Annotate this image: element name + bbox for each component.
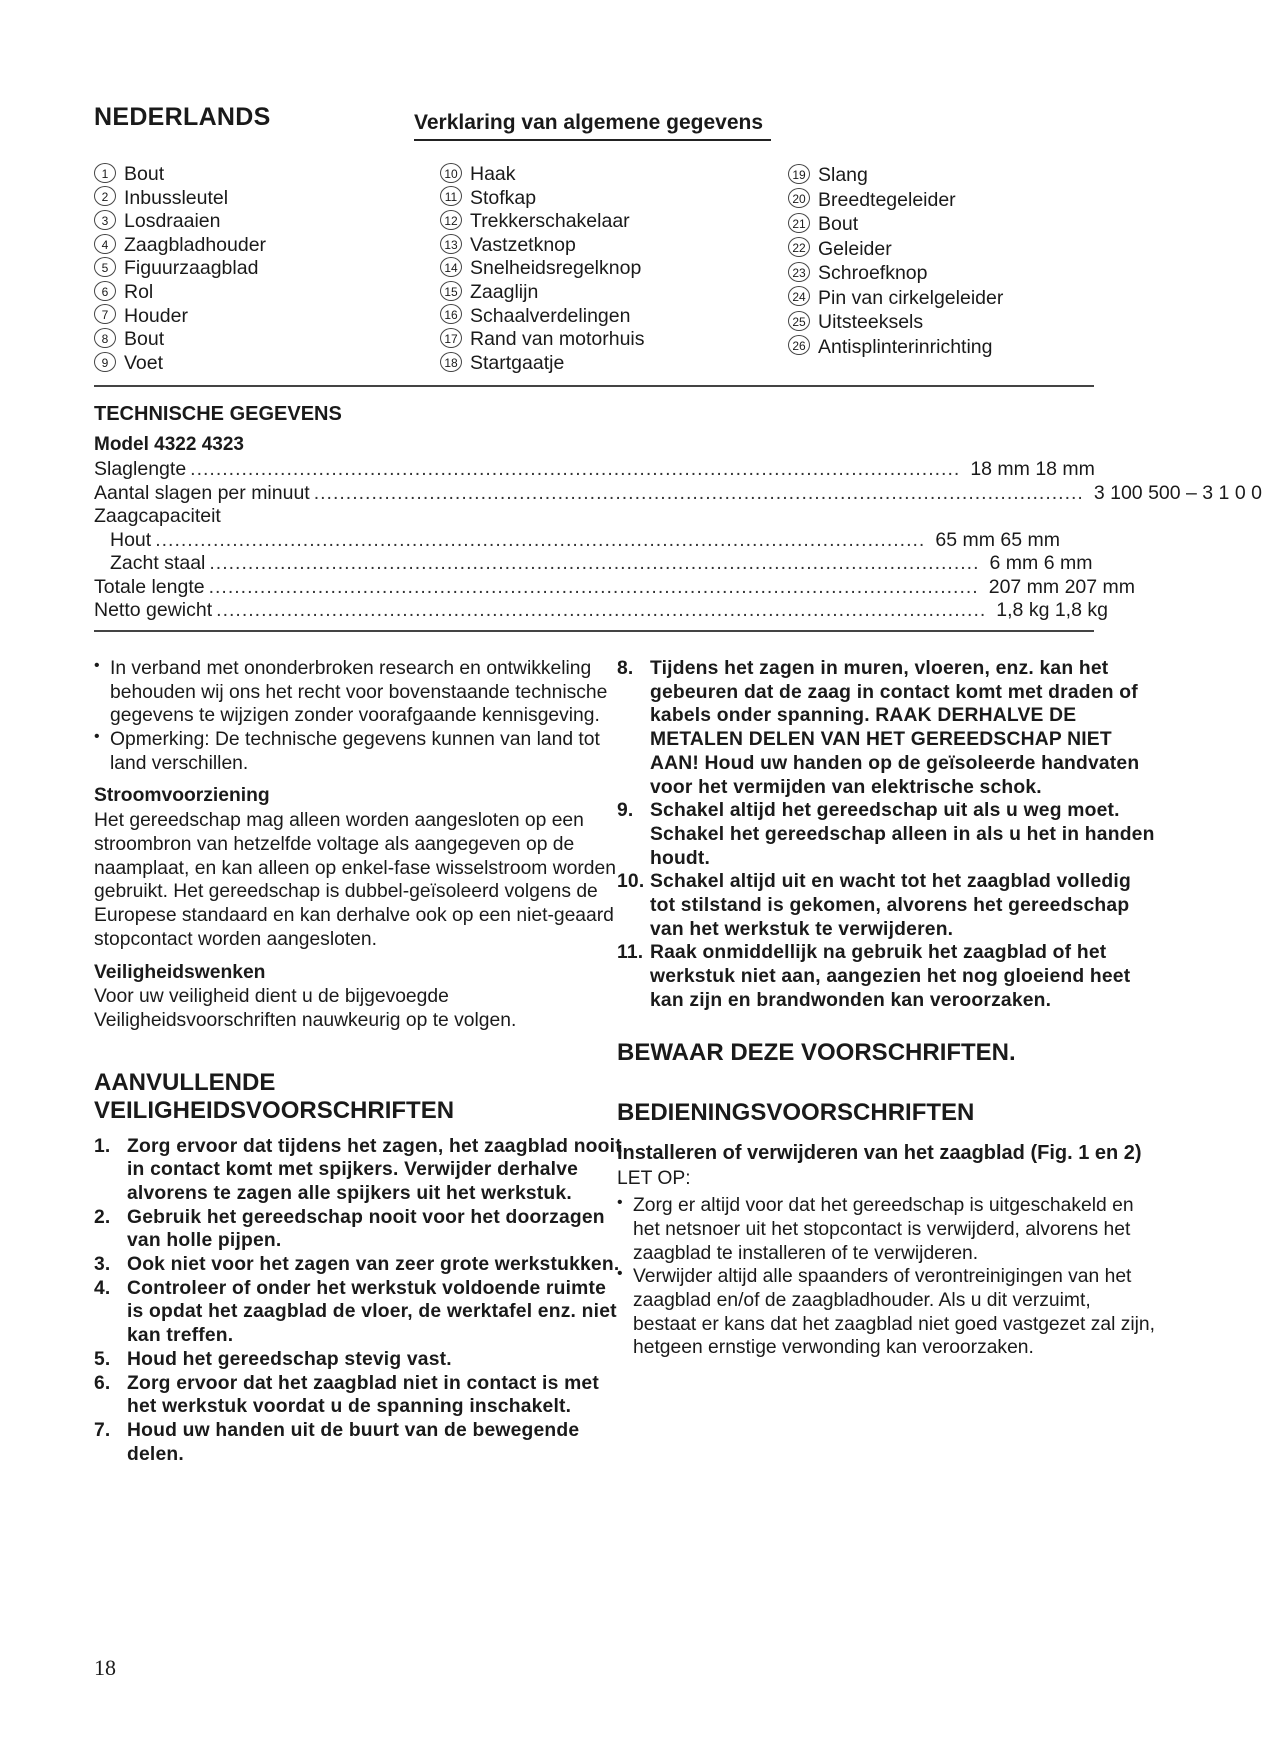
legend-item: 11 Stofkap (440, 187, 645, 211)
divider (94, 385, 1094, 387)
spec-row: Aantal slagen per minuut ........................................................................................................................ 3 100 500 – 3 1 0 0 (94, 481, 1262, 504)
model-line: Model 4322 4323 (94, 434, 244, 455)
legend-item: 10 Haak (440, 163, 645, 187)
safety-rule: 1. Zorg ervoor dat tijdens het zagen, het zaagblad nooit in contact komt met spijkers. Verwijder derhalve alvorens te zagen alle spijkers uit het werkstuk. (94, 1135, 622, 1204)
legend-item: 15 Zaaglijn (440, 281, 645, 305)
legend-item: 21 Bout (788, 212, 1003, 237)
legend-item: 14 Snelheidsregelknop (440, 257, 645, 281)
spec-row: Zacht staal ........................................................................................................................ 6 mm 6 mm (110, 552, 1093, 574)
section-subtitle: Verklaring van algemene gegevens (414, 111, 771, 141)
legend-item: 20 Breedtegeleider (788, 188, 1003, 213)
legend-column-3 (788, 163, 1003, 359)
legend-item: 13 Vastzetknop (440, 234, 645, 258)
legend-item: 18 Startgaatje (440, 352, 645, 376)
left-column (94, 657, 624, 1466)
spec-note: • Opmerking: De technische gegevens kunnen van land tot land verschillen. (94, 728, 624, 775)
spec-row: Hout ........................................................................................................................ 65 mm 65 mm (110, 528, 1060, 551)
spec-note: • In verband met ononderbroken research en ontwikkeling behouden wij ons het recht voor bovenstaande technische gegevens te wijzigen zonder voorafgaande kennisgeving. (94, 657, 624, 728)
safety-text: Voor uw veiligheid dient u de bijgevoegde Veiligheidsvoorschriften nauwkeurig op te volgen. (94, 986, 517, 1031)
legend-item: 9 Voet (94, 352, 266, 376)
safety-rule: 8. Tijdens het zagen in muren, vloeren, enz. kan het gebeuren dat de zaag in contact komt met draden of kabels onder spanning. RAAK DERHALVE DE METALEN DELEN VAN HET GEREEDSCHAP NIET AAN! Houd uw handen op de geïsoleerde handvaten voor het vermijden van elektrische schok. (617, 658, 1140, 798)
safety-rule: 6. Zorg ervoor dat het zaagblad niet in contact is met het werkstuk voordat u de spanning inschakelt. (94, 1372, 599, 1418)
page-number: 18 (94, 1655, 116, 1680)
spec-row: Zaagcapaciteit (94, 505, 221, 527)
legend-column-2 (440, 163, 645, 375)
caution-label: LET OP: (617, 1167, 691, 1189)
safety-rule: 11. Raak onmiddellijk na gebruik het zaagblad of het werkstuk niet aan, aangezien het nog gloeiend heet kan zijn en brandwonden kan veroorzaken. (617, 942, 1131, 1011)
safety-rule: 3. Ook niet voor het zagen van zeer grote werkstukken. (94, 1254, 620, 1276)
legend-item: 12 Trekkerschakelaar (440, 210, 645, 234)
legend-item: 26 Antisplinterinrichting (788, 335, 1003, 360)
language-heading: NEDERLANDS (94, 103, 271, 131)
legend-item: 7 Houder (94, 305, 266, 329)
safety-rule: 5. Houd het gereedschap stevig vast. (94, 1348, 452, 1370)
legend-item: 25 Uitsteeksels (788, 310, 1003, 335)
spec-row: Slaglengte ........................................................................................................................ 18 mm 18 mm (94, 458, 1095, 480)
legend-item: 22 Geleider (788, 237, 1003, 262)
safety-rule: 10. Schakel altijd uit en wacht tot het zaagblad volledig tot stilstand is gekomen, alvorens het gereedschap van het werkstuk te verwijderen. (617, 871, 1131, 940)
caution-item: • Verwijder altijd alle spaanders of verontreinigingen van het zaagblad en/of de zaagbladhouder. Als u dit verzuimt, bestaat er kans dat het zaagblad niet goed vastgezet zal zijn, hetgeen ernstige verwonding kan veroorzaken. (617, 1265, 1157, 1360)
safety-rule: 4. Controleer of onder het werkstuk voldoende ruimte is opdat het zaagblad de vloer, de werktafel enz. niet kan treffen. (94, 1277, 617, 1347)
legend-item: 6 Rol (94, 281, 266, 305)
safety-rule: 2. Gebruik het gereedschap nooit voor het doorzagen van holle pijpen. (94, 1206, 605, 1252)
extra-safety-heading-2: VEILIGHEIDSVOORSCHRIFTEN (94, 1096, 455, 1124)
spec-row: Netto gewicht ........................................................................................................................ 1,8 kg 1,8 kg (94, 599, 1108, 621)
spec-row: Totale lengte ........................................................................................................................ 207 mm 207 mm (94, 575, 1136, 598)
caution-item: • Zorg er altijd voor dat het gereedschap is uitgeschakeld en het netsnoer uit het stopcontact is verwijderd, alvorens het zaagblad te installeren of te verwijderen. (617, 1194, 1157, 1265)
legend-item: 1 Bout (94, 163, 266, 187)
install-heading: Installeren of verwijderen van het zaagblad (Fig. 1 en 2) (617, 1141, 1142, 1164)
keep-instructions-heading: BEWAAR DEZE VOORSCHRIFTEN. (617, 1038, 1016, 1066)
legend-item: 3 Losdraaien (94, 210, 266, 234)
legend-item: 8 Bout (94, 328, 266, 352)
safety-rule: 9. Schakel altijd het gereedschap uit als u weg moet. Schakel het gereedschap alleen in als u het in handen houdt. (617, 800, 1155, 869)
specs-heading: TECHNISCHE GEGEVENS (94, 403, 342, 425)
legend-item: 19 Slang (788, 163, 1003, 188)
divider (94, 630, 1094, 632)
legend-item: 23 Schroefknop (788, 261, 1003, 286)
legend-column-1 (94, 163, 266, 375)
safety-rule: 7. Houd uw handen uit de buurt van de bewegende delen. (94, 1419, 580, 1465)
power-text: Het gereedschap mag alleen worden aangesloten op een stroombron van hetzelfde voltage als aangegeven op de naamplaat, en kan alleen op enkel-fase wisselstroom worden gebruikt. Het gereedschap is dubbel-geïsoleerd volgens de Europese standaard en kan derhalve ook op een niet-geaard stopcontact worden aangesloten. (94, 810, 616, 950)
right-column (617, 657, 1157, 1360)
legend-item: 24 Pin van cirkelgeleider (788, 286, 1003, 311)
extra-safety-heading-1: AANVULLENDE (94, 1068, 276, 1096)
legend-item: 17 Rand van motorhuis (440, 328, 645, 352)
legend-item: 5 Figuurzaagblad (94, 257, 266, 281)
specs-table (94, 458, 1262, 623)
legend-item: 16 Schaalverdelingen (440, 305, 645, 329)
power-heading: Stroomvoorziening (94, 784, 270, 806)
legend-item: 4 Zaagbladhouder (94, 234, 266, 258)
legend-item: 2 Inbussleutel (94, 187, 266, 211)
safety-heading: Veiligheidswenken (94, 962, 266, 984)
operation-heading: BEDIENINGSVOORSCHRIFTEN (617, 1098, 975, 1126)
